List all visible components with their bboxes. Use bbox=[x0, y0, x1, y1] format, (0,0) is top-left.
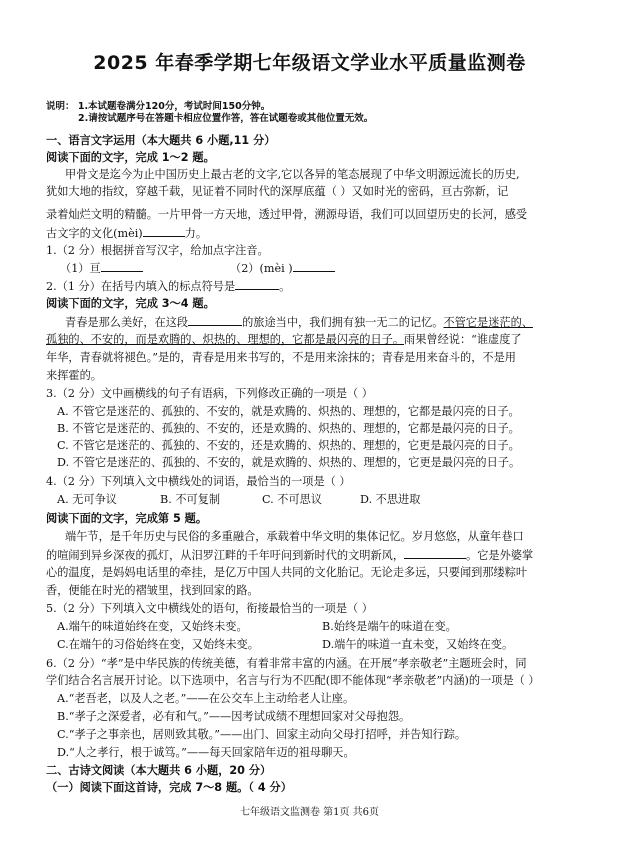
read-instruction-3: 阅读下面的文字，完成第 5 题。 bbox=[46, 512, 208, 525]
notes-label: 说明： bbox=[46, 101, 75, 112]
question-1: 1.（2 分）根据拼音写汉字，给加点字注音。 bbox=[46, 244, 269, 257]
question-1-part-1 bbox=[60, 260, 143, 276]
passage1-line-2: 犹如大地的指纹，穿越千载，见证着不同时代的深厚底蕴（ ）又如时光的密码，亘古弥新，记 bbox=[46, 185, 509, 198]
answer-blank bbox=[101, 260, 143, 272]
question-1-part-2 bbox=[230, 260, 335, 276]
q1-part1-label: （1）亘 bbox=[60, 262, 101, 275]
passage2-l1-a: 青春是那么美好，在这段 bbox=[65, 316, 189, 329]
question-2 bbox=[46, 278, 290, 294]
passage2-line-4: 来挥霍的。 bbox=[46, 369, 102, 382]
passage3-line-3: 心的温度，是妈妈电话里的牵挂，是亿万中国人共同的文化胎记。无论走多远，只要闻到那缕粽叶 bbox=[46, 566, 528, 579]
page-title: 2025 年春季学期七年级语文学业水平质量监测卷 bbox=[93, 52, 526, 74]
q6-option-c: C.“孝子之事亲也，居则致其敬。”——出门、回家主动向父母打招呼，并告知行踪。 bbox=[57, 728, 467, 741]
q5-option-a: A.端午的味道始终在变，又始终未变。 bbox=[57, 620, 248, 633]
question-2-end: 。 bbox=[279, 280, 291, 293]
read-instruction-1: 阅读下面的文字，完成 1～2 题。 bbox=[46, 151, 215, 164]
answer-blank bbox=[143, 225, 185, 237]
passage2-l1-b: 的旅途当中，我们拥有独一无二的记忆。 bbox=[242, 316, 444, 329]
question-3: 3.（2 分）文中画横线的句子有语病，下列修改正确的一项是（ ） bbox=[46, 387, 373, 400]
passage2-line-3: 年华，青春就将褪色。”是的，青春是用来书写的，不是用来涂抹的；青春是用来奋斗的，不是用 bbox=[46, 351, 516, 364]
q3-option-b: B. 不管它是迷茫的、孤独的、不安的，还是欢腾的、炽热的、理想的，它都是最闪亮的日子。 bbox=[57, 422, 520, 435]
question-4: 4.（2 分）下列填入文中横线处的词语，最恰当的一项是（ ） bbox=[46, 475, 351, 488]
passage1-line-4-end: 力。 bbox=[184, 227, 208, 240]
q6-option-d: D.“人之孝行，根于诚笃。”——每天回家陪年迈的祖母聊天。 bbox=[57, 746, 355, 759]
passage2-l2-underlined: 孤独的、不安的，而是欢腾的、炽热的、理想的，它都是最闪亮的日子。 bbox=[46, 333, 405, 346]
passage2-line-1 bbox=[65, 314, 533, 330]
question-2-text: 2.（1 分）在括号内填入的标点符号是 bbox=[46, 280, 236, 293]
question-6-line-2: 学们结合名言展开讨论。以下选项中，名言与行为不匹配(即不能体现“孝亲敬老”内涵)的一项是（ ） bbox=[46, 674, 540, 687]
answer-blank bbox=[404, 547, 466, 559]
section1-heading: 一、语言文字运用（本大题共 6 小题,11 分） bbox=[46, 134, 276, 147]
passage3-l2-b: 。它是外婆掌 bbox=[466, 549, 534, 562]
passage2-line-2 bbox=[46, 332, 522, 347]
read-instruction-2: 阅读下面的文字，完成 3～4 题。 bbox=[46, 297, 215, 310]
answer-blank bbox=[293, 260, 335, 272]
passage1-line-1: 甲骨文是迄今为止中国历史上最古老的文字,它以各异的笔态展现了中华文明源远流长的历史, bbox=[65, 168, 520, 181]
section2-heading: 二、古诗文阅读（本大题共 6 小题，20 分） bbox=[46, 764, 272, 777]
note-1: 1.本试题卷满分120分，考试时间150分钟。 bbox=[77, 101, 271, 112]
q3-option-d: D. 不管它是迷茫的、孤独的、不安的，就是欢腾的、炽热的、理想的，它更是最闪亮的日子。 bbox=[57, 456, 521, 469]
question-6-line-1: 6.（2 分）“孝”是中华民族的传统美德，有着非常丰富的内涵。在开展“孝亲敬老”主题班会时，同 bbox=[46, 657, 527, 670]
q4-option-c: C. 不可思议 bbox=[262, 493, 323, 506]
q6-option-a: A.“老吾老，以及人之老。”——在公交车上主动给老人让座。 bbox=[57, 692, 355, 705]
passage1-line-4-text: 古文字的文化(mèi) bbox=[46, 227, 143, 240]
passage3-line-1: 端午节，是千年历史与民俗的多重融合，承载着中华文明的集体记忆。岁月悠悠，从童年巷口 bbox=[65, 530, 524, 543]
q3-option-a: A. 不管它是迷茫的、孤独的、不安的，就是欢腾的、炽热的、理想的，它都是最闪亮的日子。 bbox=[57, 405, 520, 418]
passage3-line-2 bbox=[46, 547, 533, 563]
page-footer: 七年级语文监测卷 第1页 共6页 bbox=[239, 807, 380, 818]
q4-option-d: D. 不思进取 bbox=[360, 493, 421, 506]
passage1-line-4 bbox=[46, 225, 207, 241]
passage3-line-4: 香，便能在时光的褶皱里，找到回家的路。 bbox=[46, 584, 259, 597]
q1-part2-label: （2）(mèi ) bbox=[230, 262, 293, 275]
passage1-line-3: 录着灿烂文明的精髓。一片甲骨一方天地，透过甲骨，溯源母语，我们可以回望历史的长河，感受 bbox=[46, 208, 528, 221]
section2-sub-heading: （一）阅读下面这首诗，完成 7～8 题。（ 4 分） bbox=[46, 781, 292, 794]
q6-option-b: B.“孝子之深爱者，必有和气。”——因考试成绩不理想回家对父母抱怨。 bbox=[57, 710, 411, 723]
note-2: 2.请按试题序号在答题卡相应位置作答，答在试题卷或其他位置无效。 bbox=[78, 113, 374, 124]
q4-option-a: A. 无可争议 bbox=[57, 493, 117, 506]
passage2-l1-underlined: 不管它是迷茫的、 bbox=[443, 316, 533, 329]
question-5: 5.（2 分）下列填入文中横线处的语句，衔接最恰当的一项是（ ） bbox=[46, 602, 373, 615]
passage3-l2-a: 的喧闹到异乡深夜的孤灯，从汨罗江畔的千年吁问到新时代的文明新风， bbox=[46, 549, 405, 562]
answer-blank bbox=[235, 278, 279, 290]
answer-blank bbox=[188, 314, 242, 326]
q5-option-d: D.端午的味道一直未变，又始终在变。 bbox=[322, 638, 514, 651]
q5-option-c: C.在端午的习俗始终在变，又始终未变。 bbox=[57, 638, 259, 651]
passage2-l2-b: 雨果曾经说：“谁虚度了 bbox=[404, 333, 522, 346]
q3-option-c: C. 不管它是迷茫的、孤独的、不安的，还是欢腾的、炽热的、理想的，它更是最闪亮的日子。 bbox=[57, 439, 520, 452]
q5-option-b: B.始终是端午的味道在变。 bbox=[322, 620, 457, 633]
q4-option-b: B. 不可复制 bbox=[160, 493, 221, 506]
